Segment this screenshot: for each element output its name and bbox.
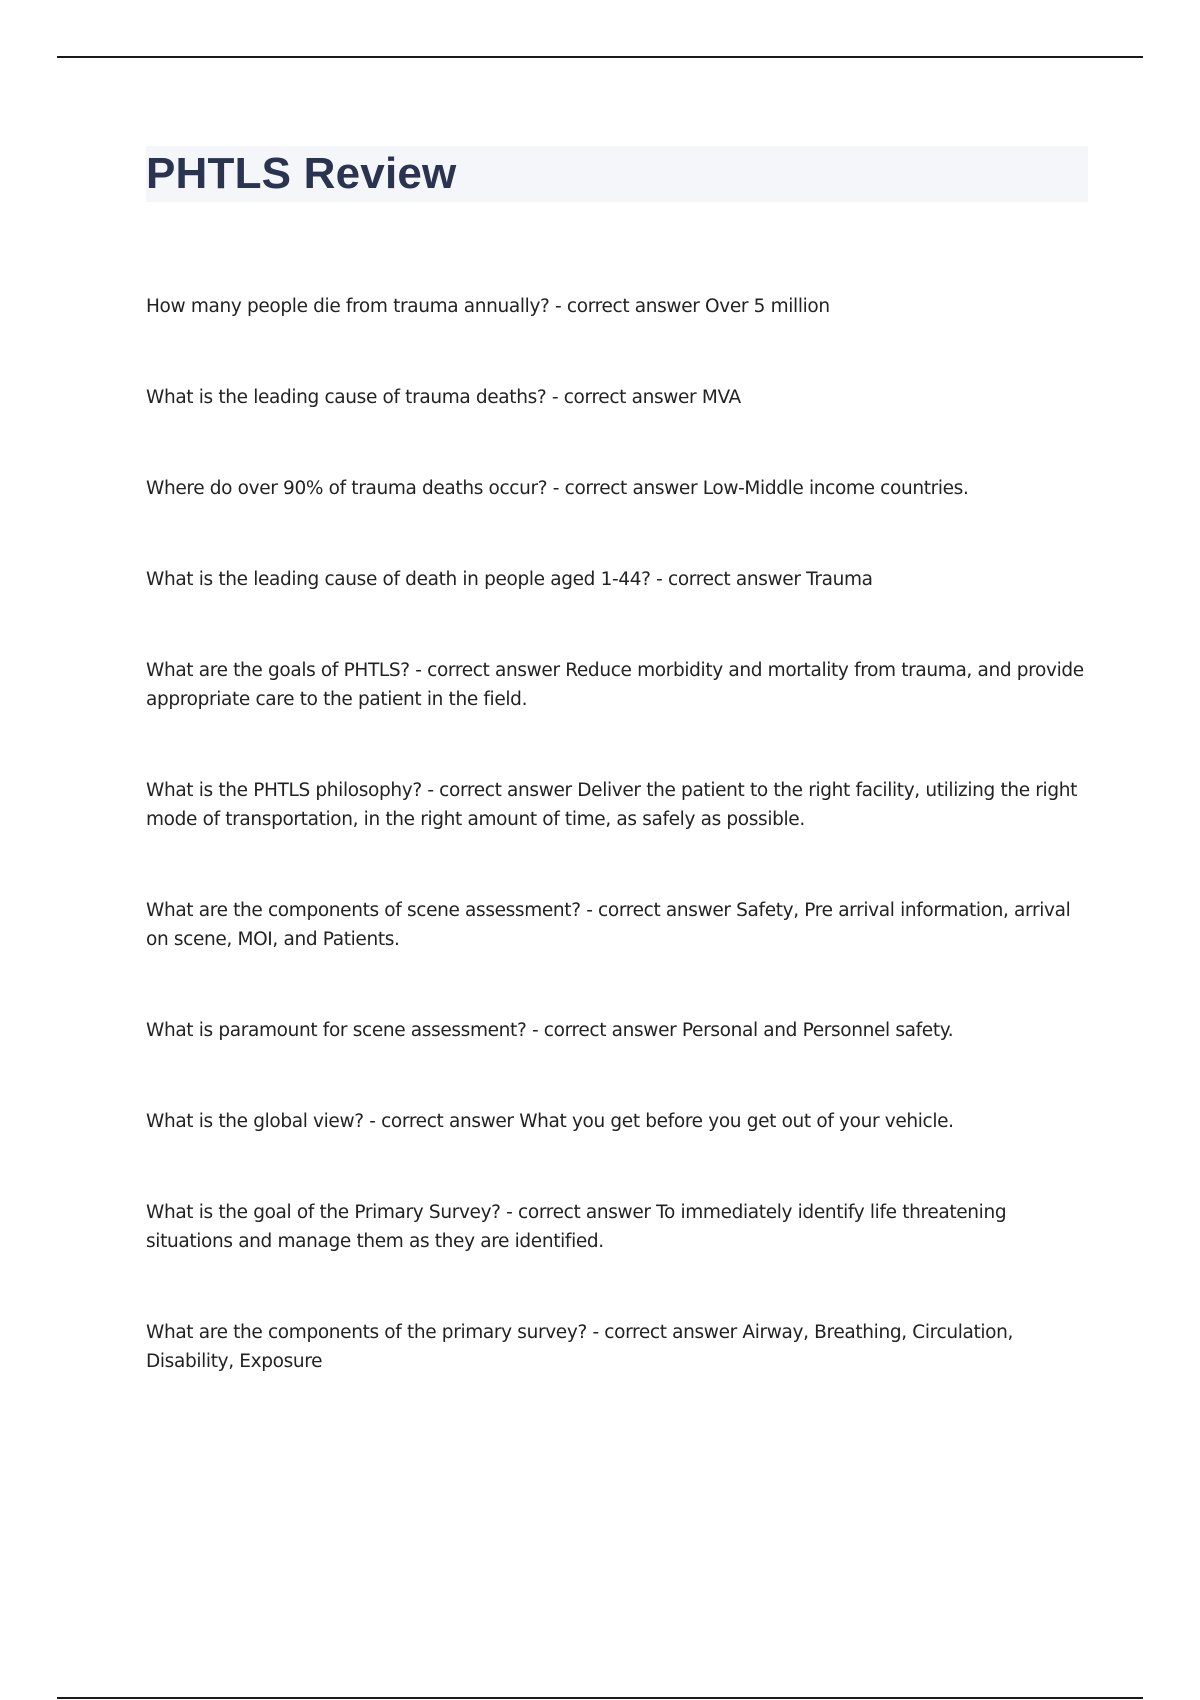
qa-list: [146, 292, 1096, 1438]
qa-item: What is paramount for scene assessment? - correct answer Personal and Personnel safety.: [146, 1020, 954, 1041]
title-band: [146, 146, 1088, 202]
qa-item: How many people die from trauma annually? - correct answer Over 5 million: [146, 296, 830, 317]
qa-item: What is the PHTLS philosophy? - correct answer Deliver the patient to the right facility, utilizing the right mode of transportation, in the right amount of time, as safely as possible.: [146, 780, 1078, 830]
header-rule: [57, 56, 1143, 58]
qa-item: What is the leading cause of death in people aged 1-44? - correct answer Trauma: [146, 569, 873, 590]
qa-item: What is the goal of the Primary Survey? - correct answer To immediately identify life threatening situations and manage them as they are identified.: [146, 1202, 1007, 1252]
qa-item: What are the goals of PHTLS? - correct answer Reduce morbidity and mortality from trauma, and provide appropriate care to the patient in the field.: [146, 660, 1084, 710]
qa-item: What is the global view? - correct answer What you get before you get out of your vehicle.: [146, 1111, 954, 1132]
qa-item: What is the leading cause of trauma deaths? - correct answer MVA: [146, 387, 741, 408]
qa-item: What are the components of the primary survey? - correct answer Airway, Breathing, Circulation, Disability, Exposure: [146, 1322, 1014, 1372]
footer-rule: [57, 1697, 1143, 1699]
qa-item: What are the components of scene assessment? - correct answer Safety, Pre arrival information, arrival on scene, MOI, and Patients.: [146, 900, 1071, 950]
page-title: PHTLS Review: [146, 149, 457, 198]
qa-item: Where do over 90% of trauma deaths occur? - correct answer Low-Middle income countries.: [146, 478, 969, 499]
